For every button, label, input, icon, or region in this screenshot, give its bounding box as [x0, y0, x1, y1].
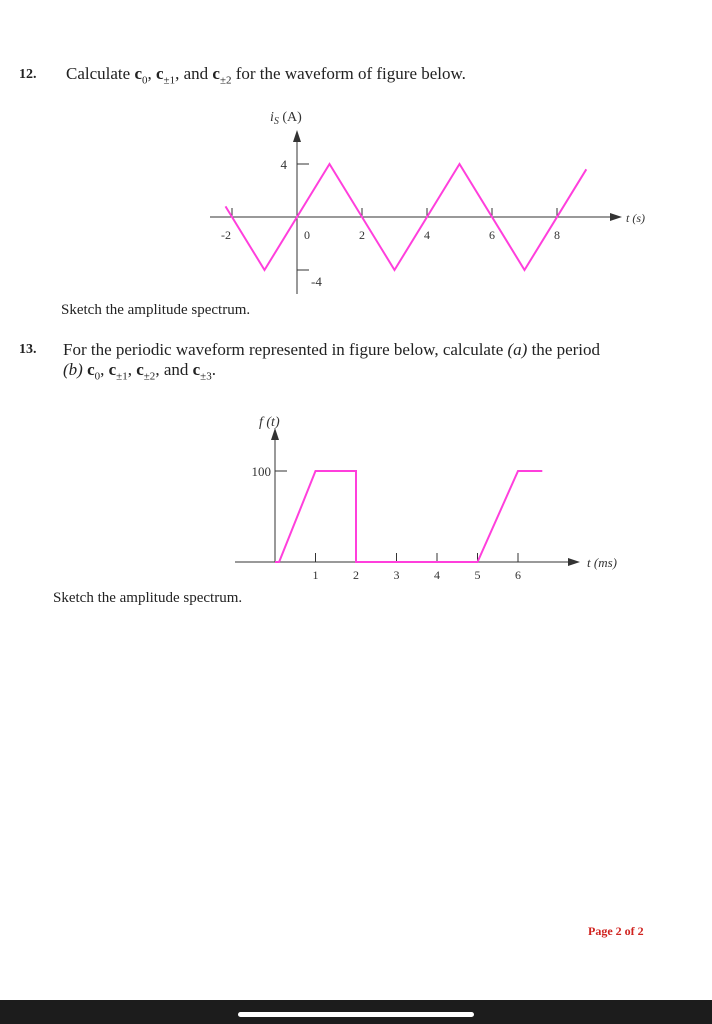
q13-line1-start: For the periodic waveform represented in figure below, calculate [63, 340, 508, 359]
x-tick-label: 1 [312, 568, 319, 582]
x-tick-label: 6 [515, 568, 521, 582]
page-number: Page 2 of 2 [588, 924, 644, 938]
q13-prompt-line1 [63, 340, 600, 360]
q13-part-a: (a) [507, 340, 528, 359]
home-indicator-pill[interactable] [238, 1012, 474, 1017]
waveform-series-line [275, 471, 542, 562]
waveform-chart-2 [0, 390, 712, 590]
x-tick-label: 0 [304, 228, 310, 242]
q12-c0: c [134, 64, 142, 83]
q13-c0: c [87, 360, 95, 379]
x-tick-label: 5 [474, 568, 481, 582]
y-tick-label: 4 [280, 157, 287, 172]
q13-c2-sub: ±2 [143, 370, 156, 383]
y-tick-label: -4 [311, 274, 322, 289]
x-tick-label: 4 [434, 568, 440, 582]
x-tick-label: -2 [221, 228, 231, 242]
q12-prompt-end: for the waveform of figure below. [231, 64, 466, 83]
q13-c2: c [136, 360, 144, 379]
q13-prompt-line2 [63, 360, 216, 382]
q13-sep1: , [100, 360, 109, 379]
q12-sketch-note: Sketch the amplitude spectrum. [61, 302, 251, 318]
q12-sep1: , [147, 64, 156, 83]
x-tick-label: 4 [424, 228, 430, 242]
q13-sep2: , [127, 360, 137, 379]
q12-c0-sub: 0 [142, 74, 148, 87]
y-axis-label: f (t) [259, 415, 280, 430]
q13-part-b: (b) [63, 360, 83, 379]
q13-sketch-note: Sketch the amplitude spectrum. [53, 590, 243, 606]
q12-prompt-start: Calculate [66, 64, 135, 83]
q12-c2: c [212, 64, 220, 83]
q12-c1-sub: ±1 [163, 74, 176, 87]
x-tick-label: 8 [554, 228, 560, 242]
q12-c1: c [156, 64, 164, 83]
x-axis-arrow-icon [610, 213, 622, 221]
x-axis-arrow-icon [568, 558, 580, 566]
y-axis-arrow-icon [293, 130, 301, 142]
waveform-chart-1 [0, 0, 712, 300]
q13-c1: c [108, 360, 117, 379]
q12-c2-sub: ±2 [219, 74, 232, 87]
x-tick-label: 3 [393, 568, 400, 582]
q13-line1-end: the period [527, 340, 601, 359]
x-tick-label: 6 [489, 228, 495, 242]
q13-c1-sub: ±1 [116, 370, 128, 383]
q13-c0-sub: 0 [94, 370, 101, 383]
y-tick-label: 100 [251, 464, 271, 479]
x-axis-label: t (ms) [587, 555, 617, 570]
x-axis-label: t (s) [626, 211, 645, 225]
q13-end: . [211, 360, 216, 379]
q13-sep3: , and [155, 360, 193, 379]
y-axis-label: $i_S$ (A) [270, 110, 302, 127]
q13-number: 13. [19, 342, 37, 357]
q13-c3: c [192, 360, 201, 379]
q13-c3-sub: ±3 [200, 370, 212, 383]
q12-sep2: , and [175, 64, 213, 83]
x-tick-label: 2 [353, 568, 359, 582]
q12-number: 12. [19, 67, 37, 82]
x-tick-label: 2 [359, 228, 365, 242]
